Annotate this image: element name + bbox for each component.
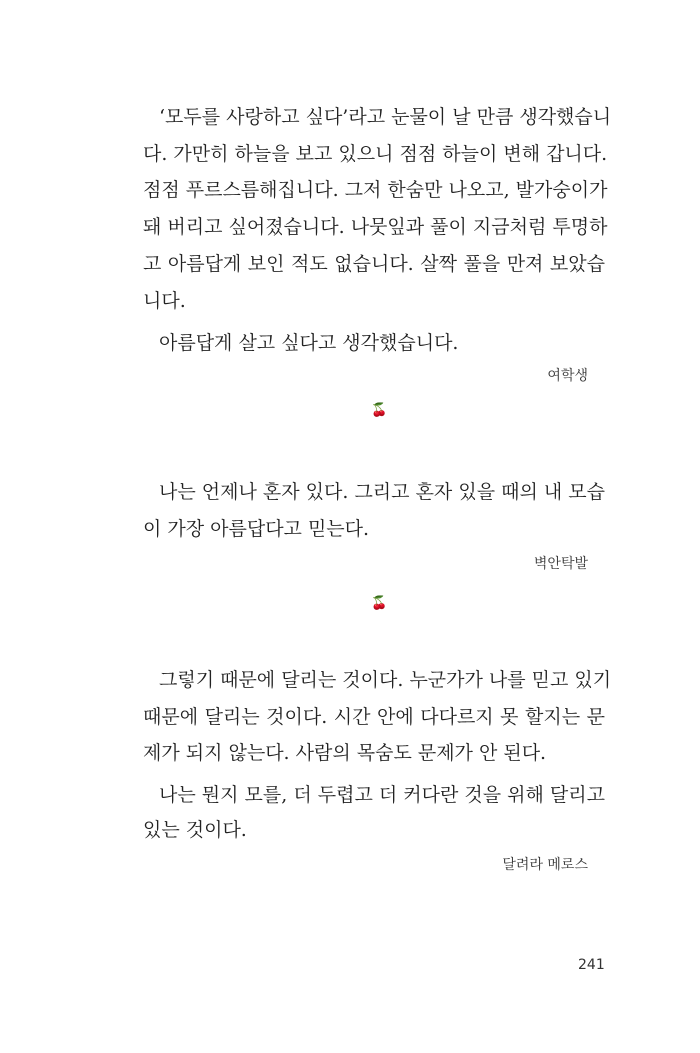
source-attribution: 벽안탁발 <box>533 556 588 572</box>
cherry-icon: 🍒 <box>371 596 388 611</box>
text-line: 다. 가만히 하늘을 보고 있으니 점점 하늘이 변해 갑니다. <box>143 143 608 165</box>
text-line: ‘모두를 사랑하고 싶다’라고 눈물이 날 만큼 생각했습니 <box>159 106 612 128</box>
text-line: 나는 뭔지 모를, 더 두렵고 더 커다란 것을 위해 달리고 <box>159 784 605 806</box>
text-line: 때문에 달리는 것이다. 시간 안에 다다르지 못 할지는 문 <box>143 706 605 728</box>
text-line: 그렇기 때문에 달리는 것이다. 누군가가 나를 믿고 있기 <box>159 669 612 691</box>
source-attribution: 달려라 메로스 <box>502 857 588 873</box>
page-number: 241 <box>578 957 605 973</box>
text-line: 아름답게 살고 싶다고 생각했습니다. <box>159 332 459 354</box>
text-line: 돼 버리고 싶어졌습니다. 나뭇잎과 풀이 지금처럼 투명하 <box>143 216 608 238</box>
text-line: 제가 되지 않는다. 사람의 목숨도 문제가 안 된다. <box>143 742 547 764</box>
source-attribution: 여학생 <box>547 368 588 384</box>
text-line: 고 아름답게 보인 적도 없습니다. 살짝 풀을 만져 보았습 <box>143 253 605 275</box>
cherry-icon: 🍒 <box>371 403 388 418</box>
text-line: 니다. <box>143 290 186 312</box>
text-line: 있는 것이다. <box>143 819 247 841</box>
text-line: 나는 언제나 혼자 있다. 그리고 혼자 있을 때의 내 모습 <box>159 481 605 503</box>
text-line: 이 가장 아름답다고 믿는다. <box>143 518 370 540</box>
text-line: 점점 푸르스름해집니다. 그저 한숨만 나오고, 발가숭이가 <box>143 179 608 201</box>
